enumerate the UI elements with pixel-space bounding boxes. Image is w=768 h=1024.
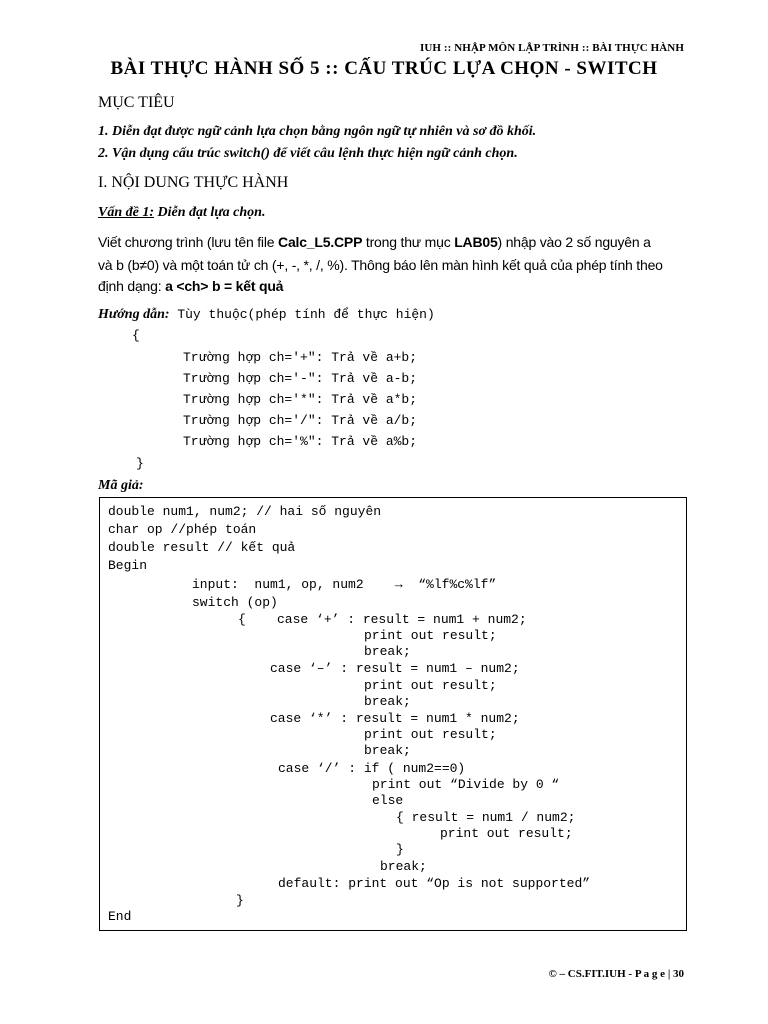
- code-line: { case ‘+’ : result = num1 + num2;: [238, 612, 527, 627]
- code-line: case ‘/’ : if ( num2==0): [278, 761, 466, 776]
- code-line: Begin: [108, 558, 148, 573]
- guide-case: Trường hợp ch='/": Trả về a/b;: [183, 413, 418, 428]
- para-text: định dạng:: [98, 278, 166, 294]
- guide-case: Trường hợp ch='-": Trả về a-b;: [183, 371, 418, 386]
- section-heading: I. NỘI DUNG THỰC HÀNH: [98, 174, 289, 191]
- page-title: BÀI THỰC HÀNH SỐ 5 :: CẤU TRÚC LỰA CHỌN - SWITCH: [110, 58, 658, 79]
- code-line: }: [236, 893, 244, 908]
- problem-paragraph-line-2: và b (b≠0) và một toán tử ch (+, -, *, /, %). Thông báo lên màn hình kết quả của phép tính theo: [98, 257, 663, 273]
- code-line: End: [108, 909, 132, 924]
- code-line: else: [372, 793, 404, 808]
- guide-case: Trường hợp ch='%": Trả về a%b;: [183, 434, 418, 449]
- code-line: input: num1, op, num2 → “%lf%c%lf”: [192, 577, 497, 592]
- para-text: ) nhập vào 2 số nguyên a: [497, 234, 651, 250]
- page-footer: © – CS.FIT.IUH - P a g e | 30: [548, 968, 684, 980]
- problem-paragraph-line-3: [98, 278, 283, 294]
- problem-paragraph-line-1: [98, 234, 651, 250]
- problem-name: Diễn đạt lựa chọn.: [154, 205, 266, 220]
- running-header: IUH :: NHẬP MÔN LẬP TRÌNH :: BÀI THỰC HÀNH: [419, 42, 684, 54]
- code-line: print out result;: [440, 826, 573, 841]
- problem-title: [98, 205, 265, 221]
- code-line: case ‘*’ : result = num1 * num2;: [270, 711, 520, 726]
- code-line: case ‘–’ : result = num1 – num2;: [270, 661, 520, 676]
- code-line: print out result;: [364, 727, 497, 742]
- guide-close-brace: }: [136, 456, 144, 471]
- file-name: Calc_L5.CPP: [278, 234, 363, 250]
- code-line: default: print out “Op is not supported”: [278, 876, 591, 891]
- code-line: char op //phép toán: [108, 522, 257, 537]
- folder-name: LAB05: [454, 234, 498, 250]
- guide-case: Trường hợp ch='+": Trả về a+b;: [183, 350, 418, 365]
- code-line: double result // kết quả: [108, 540, 296, 555]
- pseudocode-label: Mã giả:: [98, 478, 144, 493]
- objective-item-2: 2. Vận dụng cấu trúc switch() để viết câu lệnh thực hiện ngữ cảnh chọn.: [98, 146, 518, 161]
- guide-open-brace: {: [132, 328, 140, 343]
- code-line: break;: [364, 644, 411, 659]
- format-spec: a <ch> b = kết quả: [165, 278, 284, 294]
- guide-first: Tùy thuộc(phép tính để thực hiện): [169, 307, 435, 322]
- code-line: break;: [364, 694, 411, 709]
- guide-label: Hướng dẫn:: [98, 307, 170, 322]
- code-line: break;: [380, 859, 427, 874]
- para-text: Viết chương trình (lưu tên file: [98, 234, 279, 250]
- code-line: { result = num1 / num2;: [396, 810, 576, 825]
- code-line: print out result;: [364, 628, 497, 643]
- code-line: print out “Divide by 0 “: [372, 777, 560, 792]
- code-line: break;: [364, 743, 411, 758]
- code-line: print out result;: [364, 678, 497, 693]
- objectives-heading: MỤC TIÊU: [98, 94, 175, 111]
- code-line: switch (op): [192, 595, 278, 610]
- guide-case: Trường hợp ch='*": Trả về a*b;: [183, 392, 418, 407]
- guide-line: [98, 305, 435, 323]
- code-line: }: [396, 842, 404, 857]
- objective-item-1: 1. Diễn đạt được ngữ cảnh lựa chọn bằng ngôn ngữ tự nhiên và sơ đồ khối.: [98, 124, 537, 139]
- para-text: trong thư mục: [362, 234, 455, 250]
- problem-label: Vấn đề 1:: [98, 205, 154, 220]
- code-line: double num1, num2; // hai số nguyên: [108, 504, 382, 519]
- pseudocode-box: [99, 497, 687, 931]
